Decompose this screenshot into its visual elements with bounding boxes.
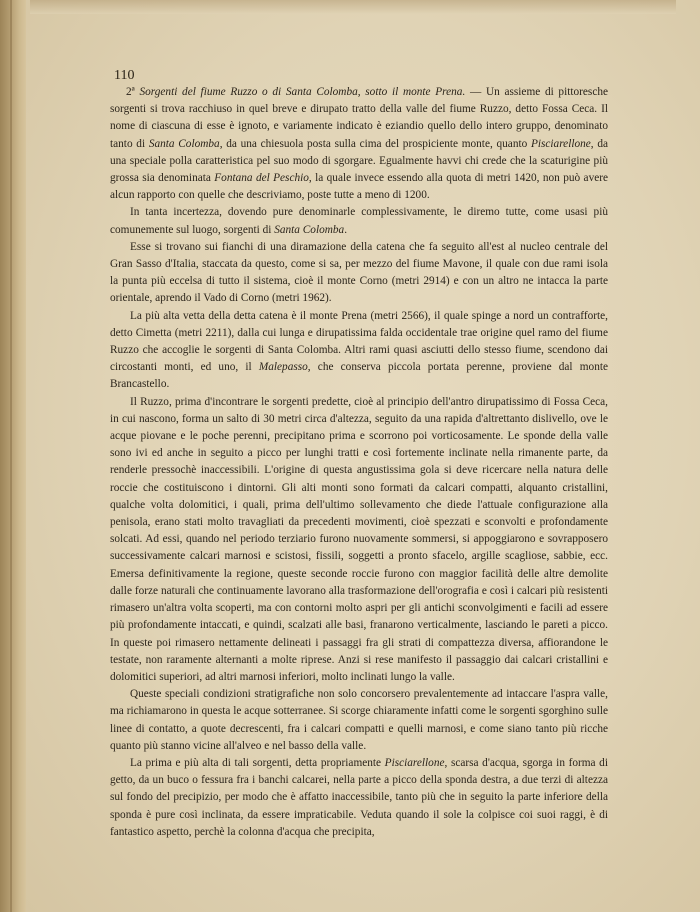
- paragraph: [110, 84, 608, 204]
- italic-text-run: Fontana del Peschio: [214, 172, 309, 185]
- text-run: Queste speciali condizioni stratigrafiche non solo concorsero prevalentemente ad intaccare l'aspra valle, ma richiamarono in questa le acque sotterranee. Si scorge chiaramente infatti come le sorgenti sgorghino sulle linee di contatto, a quote decrescenti, fra i calcari compatti e quelli marnosi, e come siano tanto più ricche quanto più stanno vicine all'alveo e nel basso della valle.: [110, 688, 608, 752]
- page-body-text: [110, 84, 608, 841]
- italic-text-run: Malepasso: [258, 361, 308, 374]
- paragraph: [110, 686, 608, 755]
- text-run: , la quale invece essendo alla quota di metri 1420, non può avere alcun rapporto con quelle che descriviamo, poste tutte a meno di 1200.: [110, 172, 609, 202]
- text-run: La prima e più alta di tali sorgenti, detta propriamente: [130, 756, 385, 769]
- text-run: , da una speciale polla caratteristica pel suo modo di sgorgare. Egualmente havvi chi crede che la scaturigine più grossa sia denominata: [110, 137, 608, 185]
- page-number: 110: [114, 68, 135, 83]
- italic-text-run: Sorgenti del fiume Ruzzo o di Santa Colomba, sotto il monte Prena.: [139, 86, 466, 98]
- paragraph: [110, 308, 608, 394]
- italic-text-run: Santa Colomba: [274, 223, 345, 236]
- text-run: , da una chiesuola posta sulla cima del prospiciente monte, quanto: [219, 137, 531, 150]
- italic-text-run: Santa Colomba: [148, 137, 220, 150]
- book-binding: [0, 0, 26, 912]
- text-run: Esse si trovano sui fianchi di una diramazione della catena che fa seguito all'est al nucleo centrale del Gran Sasso d'Italia, staccata da questo, come si sa, per mezzo del fiume Mavone, il quale con due rami isola la punta più eccelsa di tutto il sistema, cioè il monte Corno (metri 2914) e con un altro ne intacca la parte orientale, aprendo il Vado di Corno (metri 1962).: [110, 240, 608, 305]
- paragraph: [110, 755, 608, 841]
- text-run: — Un assieme di pittoresche sorgenti si trova racchiuso in quel breve e dirupato tratto della valle del fiume Ruzzo, detto Fossa Ceca. Il nome di ciascuna di esse è ignoto, e variamente indicato è eziandio quello dello intero gruppo, denominato tanto di: [110, 86, 608, 150]
- page-top-edge: [30, 0, 676, 14]
- paragraph: [110, 204, 608, 238]
- italic-text-run: Pisciarellone: [384, 756, 445, 769]
- text-run: La più alta vetta della detta catena è il monte Prena (metri 2566), il quale spinge a nord un contrafforte, detto Cimetta (metri 2211), dalla cui lunga e dirupatissima falda occidentale trae origine quel ramo del fiume Ruzzo che accoglie le sorgenti di Santa Colomba. Altri rami quasi asciutti dello stesso fiume, scendono dai circostanti monti, ed uno, il: [110, 309, 608, 374]
- text-run: 2ª: [126, 86, 140, 98]
- paragraph: [110, 394, 608, 686]
- text-run: .: [344, 223, 348, 236]
- text-run: , scarsa d'acqua, sgorga in forma di getto, da un buco o fessura fra i banchi calcarei, nella parte a picco della sponda destra, a due terzi di altezza sul fondo del precipizio, per modo che è affatto inaccessibile, tanto più che in seguito la parte inferiore della sponda è pure così inclinata, da essere impraticabile. Veduta quando il sole la colpisce coi suoi raggi, è di fantastico aspetto, perchè la colonna d'acqua che precipita,: [110, 756, 608, 838]
- text-run: Il Ruzzo, prima d'incontrare le sorgenti predette, cioè al principio dell'antro dirupatissimo di Fossa Ceca, in cui nascono, forma un salto di 30 metri circa d'altezza, seguito da una rapida d'altrettanto dislivello, ove le acque piovane e le poche perenni, precipitano prima e scorrono poi vorticosamente. Le sponde della valle sono ivi ed anche in seguito a picco per lunghi tratti e così fortemente inclinate nella rimanente parte, da renderle pressochè inaccessibili. L'origine di questa angustissima gola si deve ricercare nella natura delle roccie che costituiscono i dintorni. Gli alti monti sono formati da calcari compatti, alquanto cristallini, qualche volta dolomitici, i quali, prima dell'ultimo sollevamento che diede l'attuale configurazione alla penisola, erano stati molto travagliati da precedenti movimenti, cioè spezzati e sconvolti e profondamente solcati. Ad essi, quando nel periodo terziario furono nuovamente sommersi, si appoggiarono e sovrapposero successivamente calcari marnosi e scistosi, fissili, soggetti a pronto sfacelo, argille scagliose, sabbie, ecc. Emersa definitivamente la regione, queste seconde roccie furono con maggior facilità delle altre demolite dalle forze naturali che continuamente lavorano alla trasformazione dell'orografia e così i calcari più resistenti rimasero un'altra volta scoperti, ma con contorni molto aspri per gli antichi sconvolgimenti e facili ad essere più profondamente intaccati, e quindi, scalzati alle basi, franarono verticalmente, lasciando le pareti a picco. In queste poi rimasero nettamente delineati i passaggi fra gli strati di compattezza diversa, affiorandone le testate, non raramente alternanti a molte riprese. Anzi si rese manifesto il passaggio dai calcari cristallini e dolomitici superiori, ad altri marnosi inferiori, molto inclinati lungo la valle.: [110, 395, 608, 683]
- text-run: In tanta incertezza, dovendo pure denominarle complessivamente, le diremo tutte, come usasi più comunemente sul luogo, sorgenti di: [110, 206, 608, 236]
- italic-text-run: Pisciarellone: [530, 137, 591, 150]
- binding-crease: [10, 0, 12, 912]
- paragraph: [110, 239, 608, 308]
- text-run: , che conserva piccola portata perenne, proviene dal monte Brancastello.: [110, 361, 608, 391]
